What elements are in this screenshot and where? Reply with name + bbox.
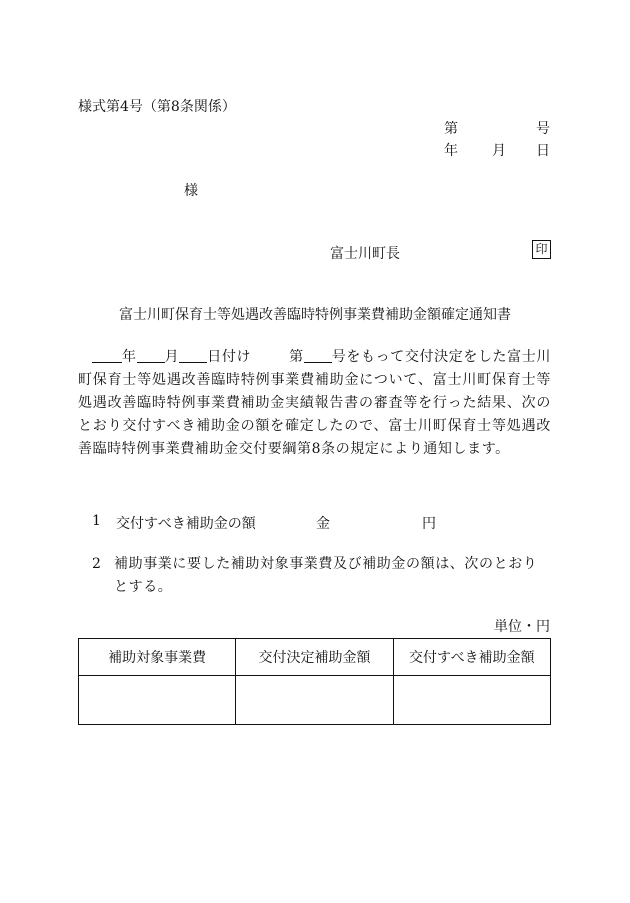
date-year: 年 bbox=[444, 143, 458, 159]
cell-subsidy-target-cost bbox=[79, 676, 236, 725]
issuer-name: 富士川町長 bbox=[330, 246, 400, 262]
body-text: 号をもって交付決定をした富士川町保育士等処遇改善臨時特例事業費補助金について、富士川町保育士等処遇改善臨時特例事業費補助金実績報告書の審査等を行った結果、次のとおり交付すべき補助金の額を確定したので、富士川町保育士等処遇改善臨時特例事業費補助金交付要綱第8条の規定により通知します。 bbox=[78, 349, 551, 457]
seal-box: 印 bbox=[532, 240, 551, 259]
item-1-label: 交付すべき補助金の額 bbox=[116, 516, 256, 532]
item-2-text: 補助事業に要した補助対象事業費及び補助金の額は、次のとおりとする。 bbox=[114, 556, 538, 595]
cell-decided-amount bbox=[236, 676, 393, 725]
amount-table bbox=[78, 638, 551, 725]
unit-label: 単位・円 bbox=[494, 619, 550, 635]
number-prefix: 第 bbox=[444, 121, 458, 137]
cell-payable-amount bbox=[393, 676, 550, 725]
blank-number bbox=[304, 348, 332, 363]
body-day-suffix: 日付け bbox=[207, 349, 252, 365]
number-suffix: 号 bbox=[536, 121, 550, 137]
blank-year bbox=[92, 348, 122, 363]
body-paragraph bbox=[78, 346, 551, 461]
item-1-number: 1 bbox=[92, 513, 101, 529]
addressee-suffix: 様 bbox=[184, 183, 198, 199]
date-day: 日 bbox=[536, 143, 550, 159]
table-row bbox=[79, 676, 551, 725]
header-subsidy-target-cost: 補助対象事業費 bbox=[79, 639, 236, 676]
item-2-number: 2 bbox=[92, 556, 102, 572]
body-month: 月 bbox=[164, 349, 180, 365]
header-payable-amount: 交付すべき補助金額 bbox=[393, 639, 550, 676]
document-title: 富士川町保育士等処遇改善臨時特例事業費補助金額確定通知書 bbox=[119, 307, 511, 323]
table-header-row bbox=[79, 639, 551, 676]
item-2 bbox=[92, 553, 551, 599]
blank-day bbox=[179, 348, 207, 363]
body-year: 年 bbox=[122, 349, 137, 365]
item-1-yen: 円 bbox=[422, 516, 436, 532]
blank-month bbox=[137, 348, 165, 363]
item-1 bbox=[92, 513, 436, 532]
form-number: 様式第4号（第8条関係） bbox=[78, 99, 236, 115]
header-decided-amount: 交付決定補助金額 bbox=[236, 639, 393, 676]
date-month: 月 bbox=[492, 143, 506, 159]
body-number-prefix: 第 bbox=[289, 349, 304, 365]
item-1-kin: 金 bbox=[316, 516, 330, 532]
